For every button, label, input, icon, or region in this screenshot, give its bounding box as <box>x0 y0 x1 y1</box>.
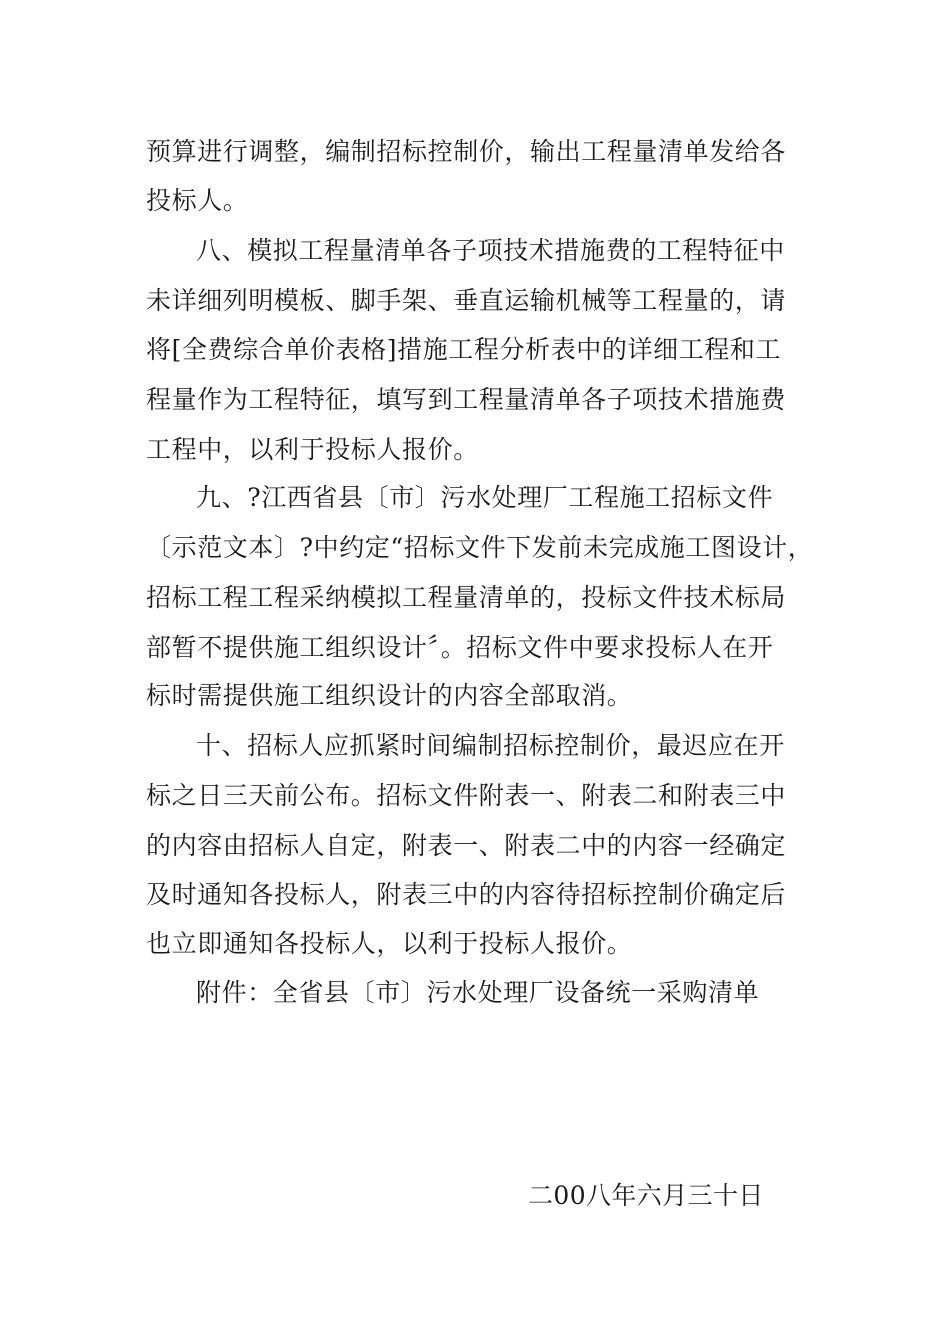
paragraph-line: 工程中，以利于投标人报价。 <box>146 435 479 464</box>
attachment-line: 附件：全省县〔市〕污水处理厂设备统一采购清单 <box>196 978 760 1007</box>
paragraph-line: 将[全费综合单价表格]措施工程分析表中的详细工程和工 <box>146 335 782 364</box>
paragraph-line: 预算进行调整，编制招标控制价，输出工程量清单发给各 <box>146 137 787 166</box>
paragraph-line: 八、模拟工程量清单各子项技术措施费的工程特征中 <box>196 236 785 265</box>
paragraph-line: 十、招标人应抓紧时间编制招标控制价，最迟应在开 <box>196 731 785 760</box>
paragraph-line: 的内容由招标人自定，附表一、附表二中的内容一经确定 <box>146 831 787 860</box>
paragraph-line: 标之日三天前公布。招标文件附表一、附表二和附表三中 <box>146 781 787 810</box>
paragraph-line: 及时通知各投标人，附表三中的内容待招标控制价确定后 <box>146 880 787 909</box>
paragraph-line: 部暂不提供施工组织设计〞。招标文件中要求投标人在开 <box>146 633 774 662</box>
paragraph-line: 九、?江西省县〔市〕污水处理厂工程施工招标文件 <box>196 483 774 512</box>
paragraph-line: 招标工程工程采纳模拟工程量清单的，投标文件技术标局 <box>146 583 787 612</box>
paragraph-line: 〔示范文本〕?中约定“招标文件下发前未完成施工图设计， <box>146 533 814 562</box>
paragraph-line: 标时需提供施工组织设计的内容全部取消。 <box>146 681 633 710</box>
document-date: 二00八年六月三十日 <box>528 1181 764 1210</box>
paragraph-line: 未详细列明模板、脚手架、垂直运输机械等工程量的，请 <box>146 286 787 315</box>
paragraph-line: 投标人。 <box>146 186 249 215</box>
paragraph-line: 也立即通知各投标人，以利于投标人报价。 <box>146 929 633 958</box>
paragraph-line: 程量作为工程特征，填写到工程量清单各子项技术措施费 <box>146 385 787 414</box>
